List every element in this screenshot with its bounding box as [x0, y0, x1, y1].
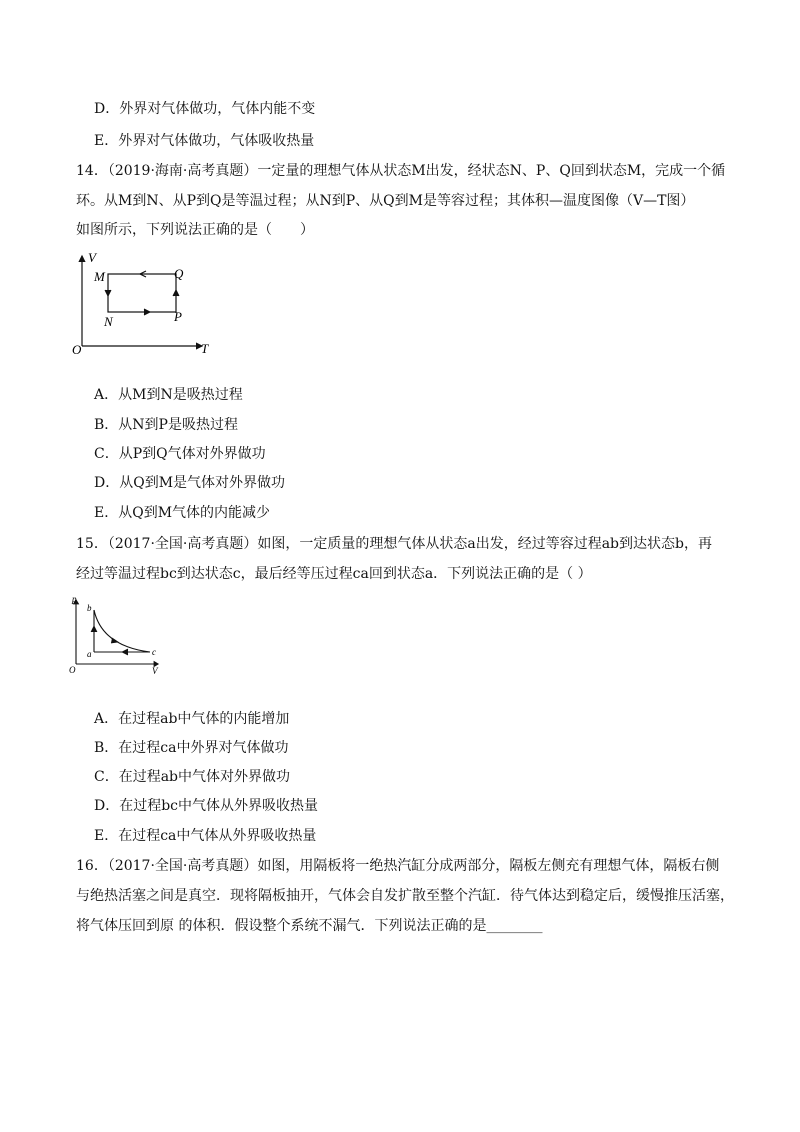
- q14-stem-line2: 环。从M到N、从P到Q是等温过程；从N到P、从Q到M是等容过程；其体积—温度图像（V—T图）: [76, 193, 695, 209]
- q14-label-m: M: [94, 269, 105, 284]
- q15-option-e: E．在过程ca中气体从外界吸收热量: [94, 828, 317, 844]
- q15-stem-line1: 15．（2017·全国·高考真题）如图，一定质量的理想气体从状态a出发，经过等容过程ab到达状态b，再: [76, 536, 712, 552]
- q15-arrow-ca: [122, 649, 128, 655]
- q15-label-a: a: [87, 649, 92, 659]
- q14-stem-line1: 14．（2019·海南·高考真题）一定量的理想气体从状态M出发，经状态N、P、Q回到状态M，完成一个循: [76, 163, 726, 179]
- q15-label-p: p: [72, 594, 77, 604]
- q14-label-q: Q: [174, 266, 184, 281]
- q16-stem-line2: 与绝热活塞之间是真空．现将隔板抽开，气体会自发扩散至整个汽缸．待气体达到稳定后，缓慢推压活塞，: [76, 888, 734, 904]
- q15-label-o: O: [69, 665, 76, 675]
- q14-label-v: V: [88, 250, 96, 265]
- q14-label-t: T: [201, 341, 209, 356]
- q14-stem-line3: 如图所示，下列说法正确的是（ ）: [76, 222, 314, 238]
- q13-option-d: D．外界对气体做功，气体内能不变: [94, 101, 316, 117]
- q14-option-c: C．从P到Q气体对外界做功: [94, 446, 266, 462]
- q15-arrow-bc: [111, 638, 118, 643]
- q16-stem-line3: 将气体压回到原 的体积．假设整个系统不漏气．下列说法正确的是________: [76, 918, 543, 934]
- q15-process-bc: [94, 610, 150, 652]
- q15-option-c: C．在过程ab中气体对外界做功: [94, 769, 291, 785]
- q14-vt-diagram: [70, 250, 220, 360]
- q14-option-e: E．从Q到M气体的内能减少: [94, 505, 271, 521]
- q15-label-b: b: [87, 603, 92, 613]
- q15-stem-line2: 经过等温过程bc到达状态c，最后经等压过程ca回到状态a．下列说法正确的是（ ）: [76, 566, 592, 582]
- q14-arrow-np: [144, 309, 150, 315]
- q14-label-p: P: [174, 309, 182, 324]
- q14-arrow-pq: [173, 290, 179, 296]
- q14-option-b: B．从N到P是吸热过程: [94, 417, 238, 433]
- q14-cycle-rect: [108, 274, 176, 312]
- q13-option-e: E．外界对气体做功，气体吸收热量: [94, 133, 315, 149]
- q14-option-a: A．从M到N是吸热过程: [94, 387, 243, 403]
- q14-label-n: N: [104, 314, 113, 329]
- q14-label-o: O: [72, 342, 82, 357]
- q14-arrow-mn: [105, 290, 111, 296]
- q15-option-b: B．在过程ca中外界对气体做功: [94, 740, 289, 756]
- q15-option-d: D．在过程bc中气体从外界吸收热量: [94, 798, 319, 814]
- q15-label-v: V: [152, 666, 158, 676]
- q15-arrow-ab: [91, 626, 97, 632]
- q15-option-a: A．在过程ab中气体的内能增加: [94, 711, 290, 727]
- q15-label-c: c: [152, 647, 156, 657]
- q16-stem-line1: 16．（2017·全国·高考真题）如图，用隔板将一绝热汽缸分成两部分，隔板左侧充有理想气体，隔板右侧: [76, 858, 720, 874]
- q14-option-d: D．从Q到M是气体对外界做功: [94, 475, 286, 491]
- q15-pv-diagram: [68, 594, 168, 679]
